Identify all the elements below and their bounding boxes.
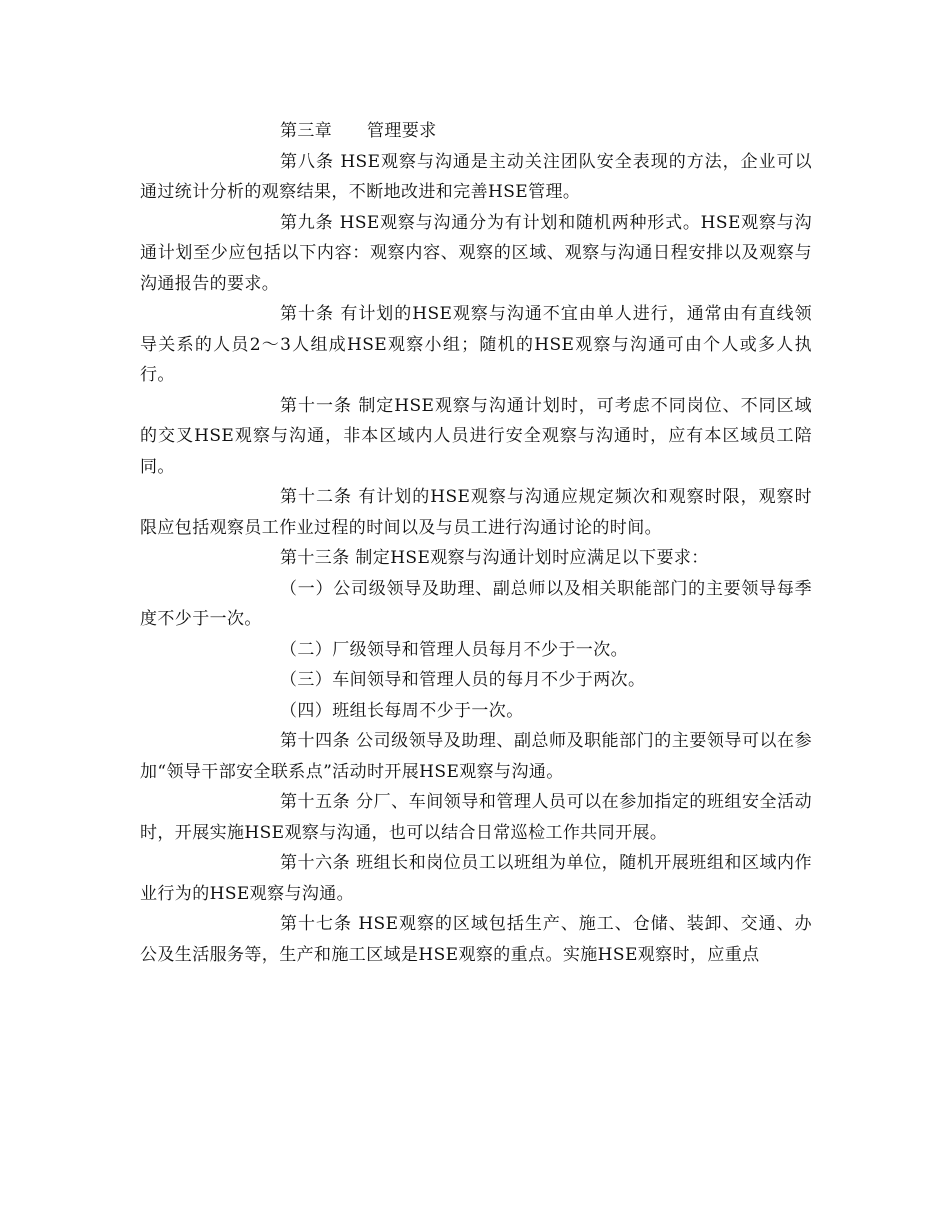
document-body: [140, 116, 812, 970]
article-10: 第十条 有计划的HSE观察与沟通不宜由单人进行，通常由有直线领导关系的人员2～3人组成HSE观察小组；随机的HSE观察与沟通可由个人或多人执行。: [140, 304, 812, 385]
article-17: 第十七条 HSE观察的区域包括生产、施工、仓储、装卸、交通、办公及生活服务等，生产和施工区域是HSE观察的重点。实施HSE观察时，应重点: [140, 914, 812, 965]
article-12: 第十二条 有计划的HSE观察与沟通应规定频次和观察时限，观察时限应包括观察员工作业过程的时间以及与员工进行沟通讨论的时间。: [140, 487, 812, 538]
article-14: 第十四条 公司级领导及助理、副总师及职能部门的主要领导可以在参加“领导干部安全联系点”活动时开展HSE观察与沟通。: [140, 731, 812, 782]
article-13-item-3: （三）车间领导和管理人员的每月不少于两次。: [280, 670, 646, 690]
article-8: 第八条 HSE观察与沟通是主动关注团队安全表现的方法，企业可以通过统计分析的观察结果，不断地改进和完善HSE管理。: [140, 151, 812, 202]
article-13-item-4: （四）班组长每周不少于一次。: [280, 700, 524, 721]
article-9: 第九条 HSE观察与沟通分为有计划和随机两种形式。HSE观察与沟通计划至少应包括以下内容：观察内容、观察的区域、观察与沟通日程安排以及观察与沟通报告的要求。: [140, 212, 812, 294]
article-13-item-2: （二）厂级领导和管理人员每月不少于一次。: [280, 639, 628, 660]
article-15: 第十五条 分厂、车间领导和管理人员可以在参加指定的班组安全活动时，开展实施HSE观察与沟通，也可以结合日常巡检工作共同开展。: [140, 792, 812, 843]
article-16: 第十六条 班组长和岗位员工以班组为单位，随机开展班组和区域内作业行为的HSE观察与沟通。: [140, 853, 812, 904]
chapter-heading: 第三章 管理要求: [280, 121, 437, 141]
article-11: 第十一条 制定HSE观察与沟通计划时，可考虑不同岗位、不同区域的交叉HSE观察与沟通，非本区域内人员进行安全观察与沟通时，应有本区域员工陪同。: [140, 395, 812, 477]
article-13: 第十三条 制定HSE观察与沟通计划时应满足以下要求：: [280, 548, 709, 568]
article-13-item-1: （一）公司级领导及助理、副总师以及相关职能部门的主要领导每季度不少于一次。: [140, 578, 812, 629]
